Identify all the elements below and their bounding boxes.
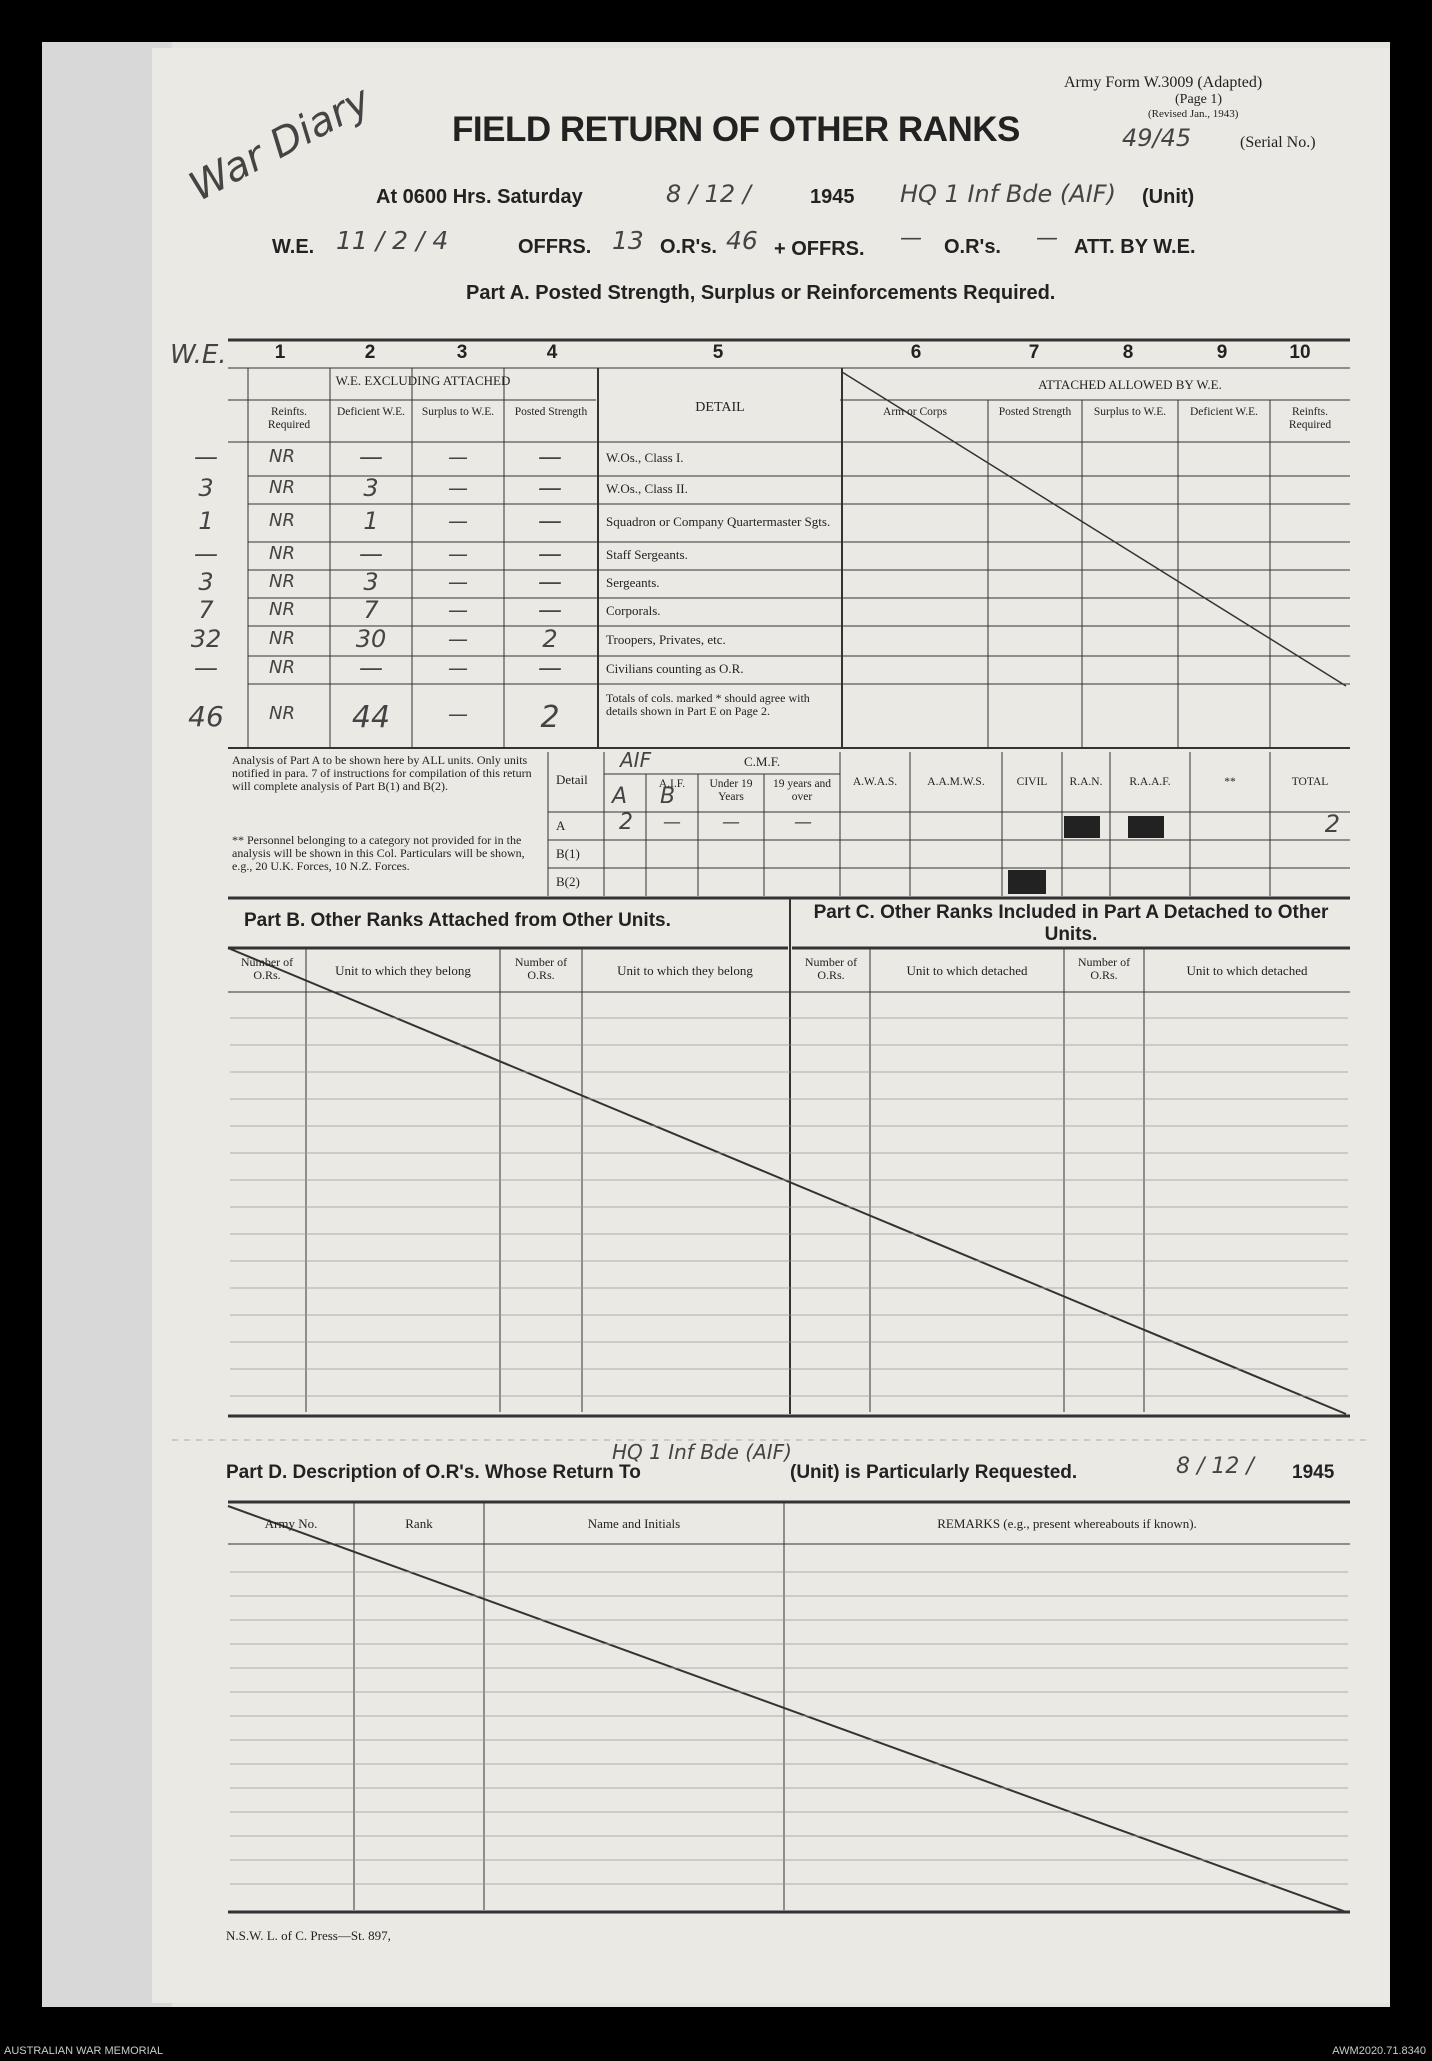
cell-detail: W.Os., Class I. [606,450,684,465]
col-header: Surplus to W.E. [1093,406,1167,418]
footer-right: AWM2020.71.8340 [1332,2045,1426,2057]
cell-surplus: — [448,542,468,566]
analysis-note: Analysis of Part A to be shown here by ALL units. Only units notified in para. 7 of instructions for compilation of this return will complete analysis of Part B(1) and B(2). [232,753,532,793]
column-number: 3 [456,342,468,363]
column-number: 4 [546,342,558,363]
offrs-value: 13 [612,226,644,255]
cell-surplus: — [448,598,468,622]
cell-deficient: 3 [363,474,379,502]
unit-label: (Unit) [1142,186,1195,208]
analysis-cell: — [722,812,740,833]
cell-detail: Troopers, Privates, etc. [606,632,726,647]
revised-date: (Revised Jan., 1943) [1148,108,1239,120]
cell-deficient: — [359,654,383,682]
form-title: FIELD RETURN OF OTHER RANKS [452,110,1020,149]
col-header: Deficient W.E. [336,406,406,418]
cell-detail: Sergeants. [606,575,660,590]
form-number: Army Form W.3009 (Adapted) [1064,74,1263,91]
cell-reinf: NR [269,510,295,531]
col-header: Reinfts. Required [1288,406,1332,431]
cell-surplus: — [448,627,468,651]
cell-reinf: NR [269,477,295,498]
analysis-header: R.A.N. [1069,776,1103,788]
cell-posted: 2 [542,625,558,653]
analysis-row-label: B(2) [556,874,580,889]
att-by-we-label: ATT. BY W.E. [1074,236,1196,258]
cell-surplus: — [448,445,468,469]
return-date: 8 / 12 / [666,180,751,208]
column-header: Unit to which detached [906,963,1028,978]
plus-ors-label: O.R's. [944,236,1001,258]
cell-surplus: — [448,476,468,500]
cell-detail: Squadron or Company Quartermaster Sgts. [606,514,831,529]
cmf-label: C.M.F. [744,754,781,769]
part-d-title-post: (Unit) is Particularly Requested. [790,1462,1078,1483]
we-value: 11 / 2 / 4 [336,226,449,255]
footer-left: AUSTRALIAN WAR MEMORIAL [4,2045,164,2057]
row-margin: 1 [198,507,214,535]
analysis-header: ** [1224,776,1236,788]
analysis-header: A.I.F. [658,778,686,790]
column-header: Number of O.Rs. [240,955,294,982]
cell-reinf: NR [269,657,295,678]
part-a-title: Part A. Posted Strength, Surplus or Reinforcements Required. [466,282,1056,304]
analysis-total: 2 [1324,810,1340,838]
cell-surplus: — [448,656,468,680]
analysis-note-2: ** Personnel belonging to a category not provided for in the analysis will be shown in this Col. Particulars will be shown, e.g., 20 U.K. Forces, 10 N.Z. Forces. [232,833,525,873]
column-header: Number of O.Rs. [514,955,568,982]
cell-detail: Corporals. [606,603,661,618]
column-header: Unit to which they belong [617,963,753,978]
cell-posted: — [538,596,562,624]
column-header: Unit to which they belong [335,963,471,978]
col-header: Posted Strength [998,406,1072,418]
aif-b-handwritten: B [660,784,676,809]
column-header: Number of O.Rs. [1077,955,1131,982]
cell-reinf: NR [269,446,295,467]
analysis-detail-label: Detail [556,772,588,787]
cell-deficient: 1 [363,507,379,535]
cell-reinf: NR [269,599,295,620]
part-c-title: Part C. Other Ranks Included in Part A Detached to Other Units. [813,902,1329,945]
unit-name: HQ 1 Inf Bde (AIF) [900,180,1116,208]
row-margin: — [194,540,218,568]
cell-surplus: — [448,570,468,594]
cell-reinf: NR [269,571,295,592]
analysis-header: A.A.M.W.S. [927,776,985,788]
part-b-title: Part B. Other Ranks Attached from Other Units. [244,910,671,931]
war-diary-annotation: War Diary [182,77,379,211]
we-label: W.E. [272,236,315,258]
serial-label: (Serial No.) [1240,134,1316,151]
part-d-year: 1945 [1292,1462,1335,1483]
detail-header: DETAIL [695,400,745,415]
cell-posted: — [538,443,562,471]
cell-deficient: — [359,540,383,568]
cell-deficient: 30 [355,625,387,653]
plus-ors-value: — [1036,226,1058,251]
cell-detail: Staff Sergeants. [606,547,688,562]
part-d-date: 8 / 12 / [1176,1454,1254,1479]
col-header: Arm or Corps [883,406,947,418]
column-number: 6 [910,342,922,363]
analysis-header: TOTAL [1291,776,1329,788]
cell-detail: W.Os., Class II. [606,481,688,496]
cell-deficient: — [359,443,383,471]
aif-a-handwritten: A [612,784,628,809]
cell-reinf: NR [269,703,295,724]
row-margin: 3 [198,568,214,596]
analysis-header: R.A.A.F. [1129,776,1171,788]
analysis-cell: 2 [619,810,633,835]
row-margin: 46 [188,700,224,733]
analysis-row-label: A [556,818,566,833]
analysis-header: Under 19 Years [709,778,753,803]
analysis-row-label: B(1) [556,846,580,861]
row-margin: 7 [198,596,214,624]
analysis-header: 19 years and over [772,778,832,803]
column-header: Rank [405,1516,433,1531]
analysis-cell: — [794,812,812,833]
cell-surplus: — [448,509,468,533]
column-number: 7 [1028,342,1040,363]
cell-posted: — [538,568,562,596]
plus-offrs-label: + OFFRS. [774,238,865,260]
col-header: Posted Strength [514,406,588,418]
cell-reinf: NR [269,628,295,649]
part-d-title: Part D. Description of O.R's. Whose Return To [226,1462,641,1483]
column-number: 5 [712,342,724,363]
part-d-unit: HQ 1 Inf Bde (AIF) [612,1440,792,1464]
column-number: 1 [274,342,286,363]
page-number: (Page 1) [1175,92,1223,107]
group-attached-allowed: ATTACHED ALLOWED BY W.E. [1038,377,1222,392]
column-number: 10 [1289,342,1311,363]
cell-surplus: — [448,702,468,726]
cell-deficient: 7 [363,596,379,624]
cell-posted: — [538,654,562,682]
cell-deficient: 3 [363,568,379,596]
col-header: Reinfts. Required [267,406,311,431]
cell-posted: 2 [540,700,560,735]
press-imprint: N.S.W. L. of C. Press—St. 897, [226,1928,391,1943]
column-number: 2 [364,342,376,363]
cell-posted: — [538,540,562,568]
column-header: Unit to which detached [1186,963,1308,978]
row-margin: — [194,654,218,682]
analysis-header: A.W.A.S. [852,776,898,788]
col-header: Surplus to W.E. [421,406,495,418]
column-header: Name and Initials [587,1516,681,1531]
return-year: 1945 [810,186,855,208]
at-hours-label: At 0600 Hrs. Saturday [376,186,583,208]
row-margin: — [194,443,218,471]
analysis-cell: — [663,812,681,833]
serial-number: 49/45 [1122,124,1192,152]
cell-posted: — [538,507,562,535]
analysis-header: CIVIL [1016,776,1048,788]
offrs-label: OFFRS. [518,236,592,258]
cell-detail: Totals of cols. marked * should agree with details shown in Part E on Page 2. [606,691,810,718]
cell-deficient: 44 [351,700,391,735]
column-header: REMARKS (e.g., present whereabouts if known). [937,1516,1197,1531]
cell-reinf: NR [269,543,295,564]
column-header: Army No. [264,1516,318,1531]
row-margin: 32 [190,625,222,653]
column-header: Number of O.Rs. [804,955,858,982]
row-margin: 3 [198,474,214,502]
ors-value: 46 [726,226,758,255]
plus-offrs-value: — [900,226,922,251]
aif-handwritten: AIF [620,748,652,772]
group-we-excluding: W.E. EXCLUDING ATTACHED [335,373,511,388]
column-number: 8 [1122,342,1134,363]
we-margin-mark: W.E. [170,340,227,370]
cell-detail: Civilians counting as O.R. [606,661,744,676]
cell-posted: — [538,474,562,502]
column-number: 9 [1216,342,1228,363]
col-header: Deficient W.E. [1189,406,1259,418]
ors-label: O.R's. [660,236,717,258]
